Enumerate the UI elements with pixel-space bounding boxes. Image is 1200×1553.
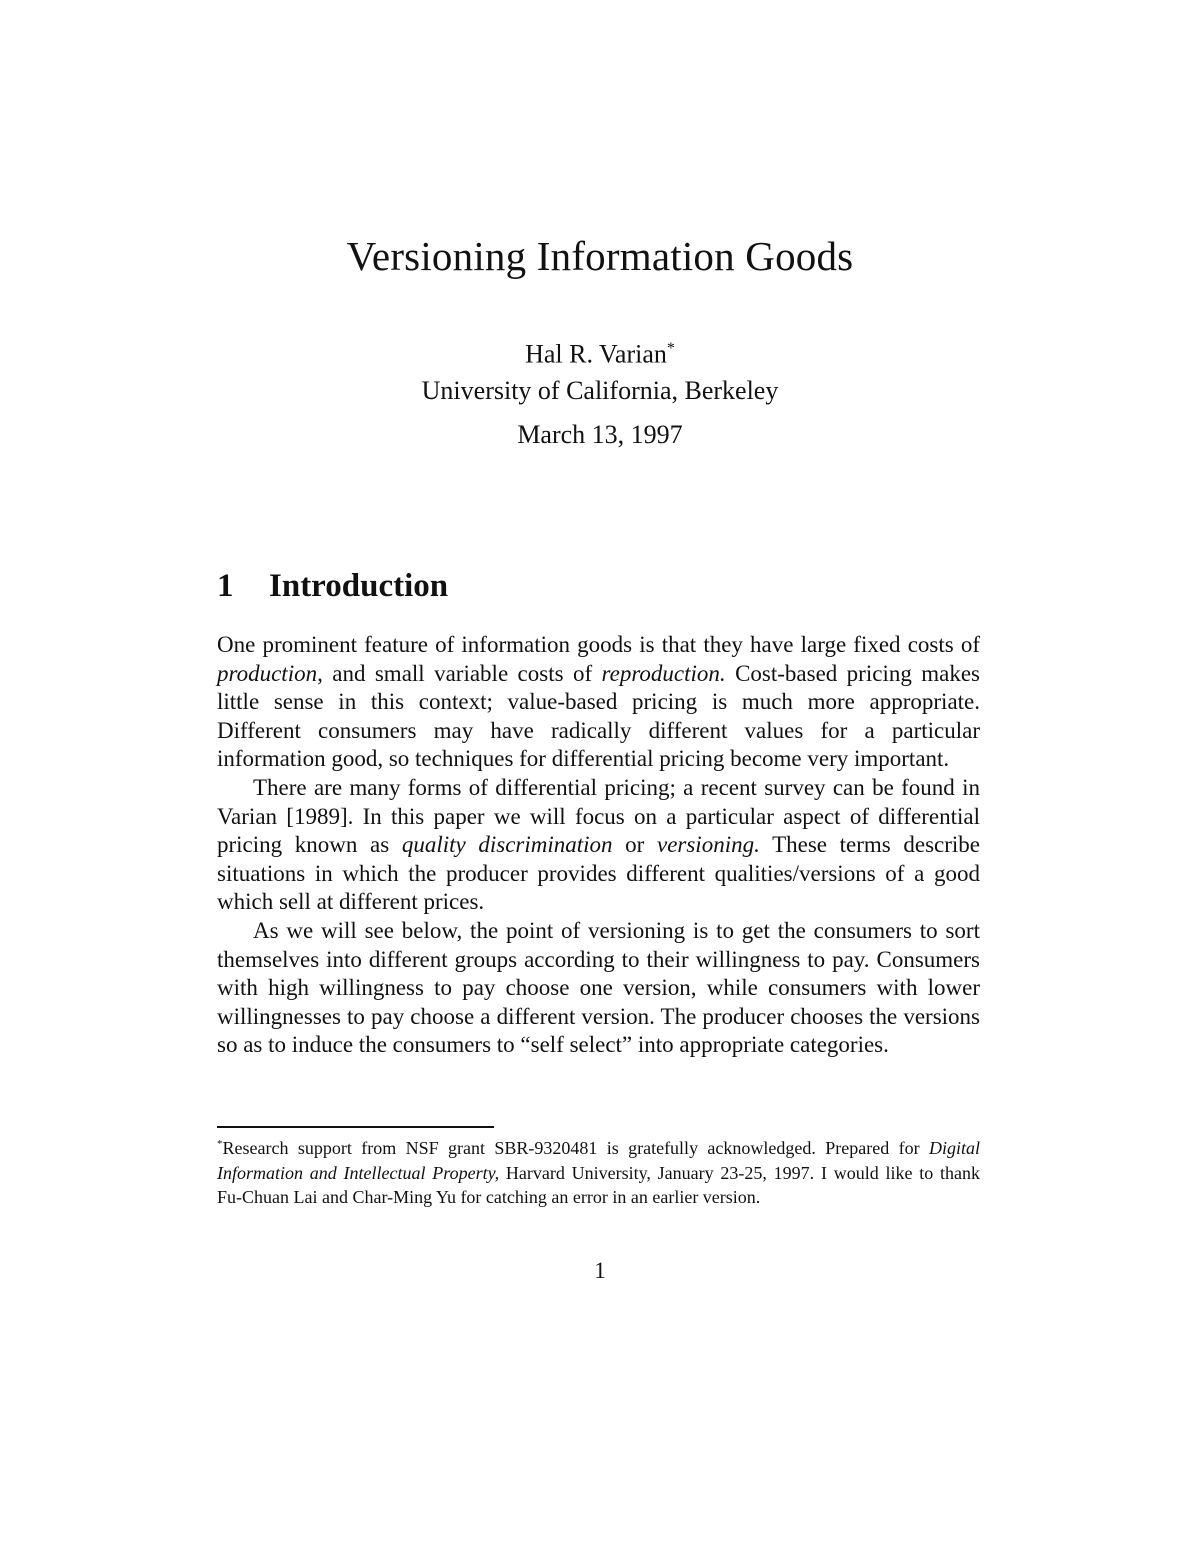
footnote [217, 1132, 980, 1210]
emphasis-text: versioning. [656, 832, 760, 858]
paragraph-text: or [612, 832, 657, 858]
page-number: 1 [594, 1258, 606, 1283]
emphasis-text: production, [217, 660, 323, 686]
paragraph-text: and small variable costs of [322, 660, 602, 686]
footnote-text: Harvard University, January 23-25, 1997. I would like to thank Fu-Chuan Lai and Char-Ming Yu for catching an error in an earlier version. [217, 1162, 980, 1207]
paper-title: Versioning Information Goods [346, 233, 854, 279]
emphasis-text: reproduction. [601, 660, 726, 686]
author-line [0, 331, 1200, 373]
section-title: Introduction [269, 568, 449, 604]
paragraph-2 [217, 774, 980, 917]
paper-date: March 13, 1997 [517, 420, 683, 449]
author-block [0, 331, 1200, 409]
section-number: 1 [217, 568, 234, 604]
paragraph-text: There are many forms of differential pricing; a recent survey can be found in Varian [1989]. In this paper we will focus on a particular aspect of differential pricing known as [217, 774, 980, 858]
author-affiliation: University of California, Berkeley [421, 375, 779, 405]
paragraph-text: One prominent feature of information goods is that they have large fixed costs of [217, 632, 980, 657]
footnote-emphasis: Digital Information and Intellectual Property, [217, 1138, 980, 1183]
paragraph-3: As we will see below, the point of versioning is to get the consumers to sort themselves into different groups according to their willingness to pay. Consumers with high willingness to pay choose one version, while consumers with lower willingnesses to pay choose a different version. The producer chooses the versions so as to induce the consumers to “self select” into appropriate categories. [217, 917, 980, 1058]
paragraph-text: Cost-based pricing makes little sense in this context; value-based pricing is much more appropriate. Different consumers may have radically different values for a particular information good, so techniques for differential pricing become very important. [217, 660, 980, 772]
footnote-mark: * [217, 1138, 223, 1150]
section-body [217, 631, 980, 1060]
paragraph-1 [217, 631, 980, 774]
footnote-rule [217, 1126, 494, 1128]
footnote-text: Research support from NSF grant SBR-9320481 is gratefully acknowledged. Prepared for [222, 1138, 929, 1158]
emphasis-text: quality discrimination [401, 832, 613, 858]
section-heading [217, 568, 448, 605]
author-name: Hal R. Varian [525, 339, 667, 369]
paragraph-text: These terms describe situations in which the producer provides different qualities/versions of a good which sell at different prices. [217, 832, 980, 915]
author-footnote-mark: * [666, 340, 675, 357]
